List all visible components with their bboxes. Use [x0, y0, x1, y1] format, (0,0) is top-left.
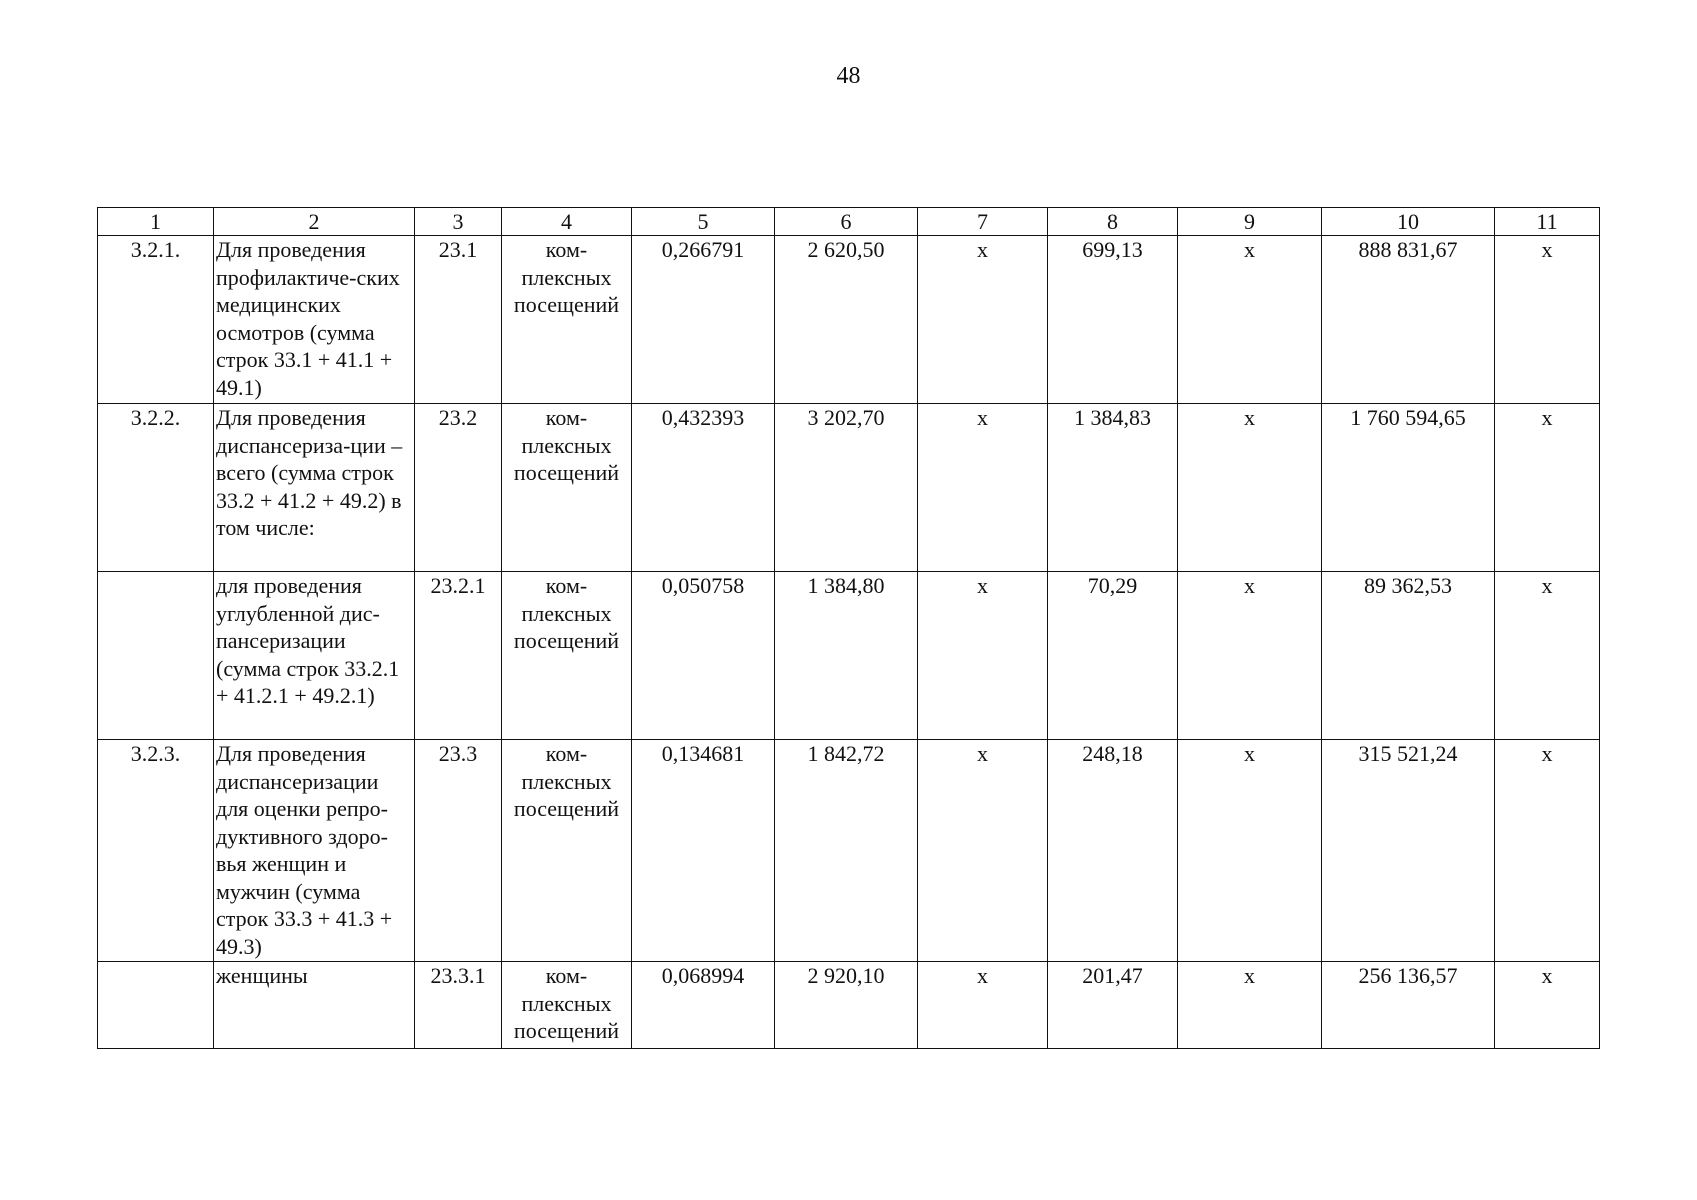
row-col6-cell: 2 920,10	[775, 962, 918, 1049]
row-unit-cell: ком-плексных посещений	[502, 740, 632, 962]
column-header: 1	[98, 208, 214, 236]
column-header: 3	[415, 208, 502, 236]
row-col9-cell: х	[1178, 572, 1322, 740]
row-col5-cell: 0,134681	[632, 740, 775, 962]
row-code-cell: 3.2.1.	[98, 236, 214, 404]
row-col5-cell: 0,266791	[632, 236, 775, 404]
row-col10-cell: 256 136,57	[1322, 962, 1495, 1049]
row-unit-cell: ком-плексных посещений	[502, 404, 632, 572]
row-col11-cell: х	[1495, 572, 1600, 740]
table-row	[98, 740, 1600, 962]
row-line-cell: 23.3	[415, 740, 502, 962]
row-col5-cell: 0,068994	[632, 962, 775, 1049]
row-col10-cell: 888 831,67	[1322, 236, 1495, 404]
row-description-cell: Для проведения диспансериза-ции – всего (сумма строк 33.2 + 41.2 + 49.2) в том числе:	[214, 404, 415, 572]
column-header: 5	[632, 208, 775, 236]
column-header: 2	[214, 208, 415, 236]
column-header: 7	[918, 208, 1048, 236]
row-description-cell: для проведения углубленной дис-пансеризации (сумма строк 33.2.1 + 41.2.1 + 49.2.1)	[214, 572, 415, 740]
row-col6-cell: 1 384,80	[775, 572, 918, 740]
table-row	[98, 236, 1600, 404]
row-col7-cell: х	[918, 404, 1048, 572]
row-col7-cell: х	[918, 572, 1048, 740]
row-line-cell: 23.3.1	[415, 962, 502, 1049]
row-col5-cell: 0,432393	[632, 404, 775, 572]
row-code-cell: 3.2.2.	[98, 404, 214, 572]
column-header: 6	[775, 208, 918, 236]
row-line-cell: 23.2	[415, 404, 502, 572]
row-col8-cell: 248,18	[1048, 740, 1178, 962]
row-col7-cell: х	[918, 740, 1048, 962]
row-unit-cell: ком-плексных посещений	[502, 236, 632, 404]
row-col6-cell: 1 842,72	[775, 740, 918, 962]
row-col8-cell: 1 384,83	[1048, 404, 1178, 572]
row-col8-cell: 699,13	[1048, 236, 1178, 404]
data-table	[97, 207, 1600, 1049]
column-header: 10	[1322, 208, 1495, 236]
row-col11-cell: х	[1495, 236, 1600, 404]
row-col11-cell: х	[1495, 404, 1600, 572]
row-description-cell: Для проведения диспансеризации для оценки репро-дуктивного здоро-вья женщин и мужчин (сумма строк 33.3 + 41.3 + 49.3)	[214, 740, 415, 962]
row-col10-cell: 1 760 594,65	[1322, 404, 1495, 572]
row-col9-cell: х	[1178, 404, 1322, 572]
table-row	[98, 572, 1600, 740]
column-header: 11	[1495, 208, 1600, 236]
row-col5-cell: 0,050758	[632, 572, 775, 740]
row-unit-cell: ком-плексных посещений	[502, 962, 632, 1049]
column-header: 8	[1048, 208, 1178, 236]
row-col10-cell: 89 362,53	[1322, 572, 1495, 740]
row-col7-cell: х	[918, 962, 1048, 1049]
row-col9-cell: х	[1178, 962, 1322, 1049]
row-col10-cell: 315 521,24	[1322, 740, 1495, 962]
row-col7-cell: х	[918, 236, 1048, 404]
row-code-cell: 3.2.3.	[98, 740, 214, 962]
row-col11-cell: х	[1495, 740, 1600, 962]
row-col6-cell: 3 202,70	[775, 404, 918, 572]
table-header-row	[98, 208, 1600, 236]
row-line-cell: 23.1	[415, 236, 502, 404]
row-col6-cell: 2 620,50	[775, 236, 918, 404]
row-unit-cell: ком-плексных посещений	[502, 572, 632, 740]
row-description-cell: женщины	[214, 962, 415, 1049]
row-col8-cell: 201,47	[1048, 962, 1178, 1049]
table-row	[98, 404, 1600, 572]
row-code-cell	[98, 572, 214, 740]
row-code-cell	[98, 962, 214, 1049]
column-header: 9	[1178, 208, 1322, 236]
row-line-cell: 23.2.1	[415, 572, 502, 740]
row-col11-cell: х	[1495, 962, 1600, 1049]
row-col9-cell: х	[1178, 740, 1322, 962]
row-description-cell: Для проведения профилактиче-ских медицинских осмотров (сумма строк 33.1 + 41.1 + 49.1)	[214, 236, 415, 404]
row-col9-cell: х	[1178, 236, 1322, 404]
page-number: 48	[836, 63, 861, 89]
row-col8-cell: 70,29	[1048, 572, 1178, 740]
table-row	[98, 962, 1600, 1049]
column-header: 4	[502, 208, 632, 236]
